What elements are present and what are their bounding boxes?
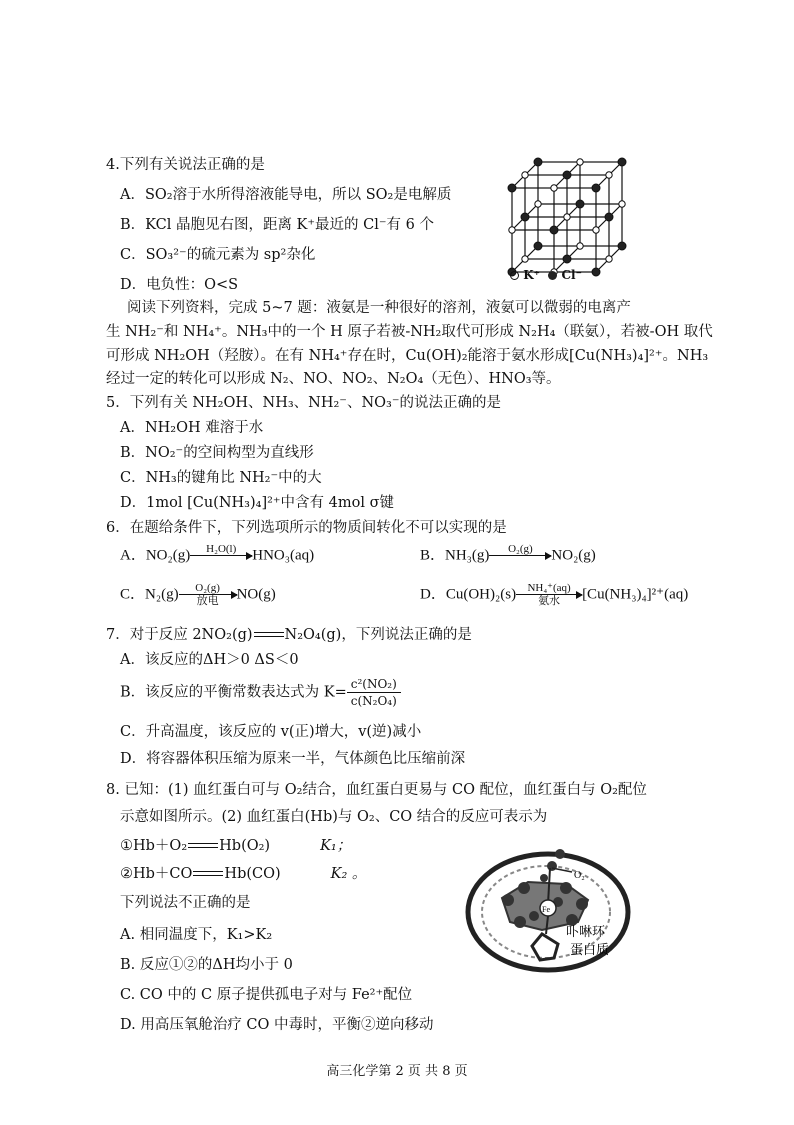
q8-stem: 下列说法不正确的是 xyxy=(120,895,251,911)
q7-option-d: D．将容器体积压缩为原来一半，气体颜色比压缩前深 xyxy=(120,751,466,767)
q6-option-a: A．NO₂(g) H₂O(l) HNO₃(aq) xyxy=(120,543,315,564)
q7-option-b: B．该反应的平衡常数表达式为 K= $\frac{\text{c²(NO₂)}}{\text{c(N₂O₄)}}$ xyxy=(120,676,401,709)
q8-option-a: A. 相同温度下，K₁>K₂ xyxy=(120,927,273,943)
q7-option-c: C．升高温度，该反应的 v(正)增大，v(逆)减小 xyxy=(120,724,422,740)
q7-stem: 7．对于反应 2NO₂(g) N₂O₄(g)，下列说法正确的是 xyxy=(106,627,472,643)
q4-option-c: C．SO₃²⁻的硫元素为 sp²杂化 xyxy=(120,247,316,263)
page-footer: 高三化学第 2 页 共 8 页 xyxy=(326,1064,468,1079)
q8-option-b: B. 反应①②的ΔH均小于 0 xyxy=(120,957,293,973)
legend-cl: Cl⁻ xyxy=(561,268,582,282)
q5-option-a: A．NH₂OH 难溶于水 xyxy=(120,420,264,436)
q5-option-c: C．NH₃的键角比 NH₂⁻中的大 xyxy=(120,470,322,486)
figure-o2-label: O₂ xyxy=(574,870,585,881)
q5-stem: 5．下列有关 NH₂OH、NH₃、NH₂⁻、NO₃⁻的说法正确的是 xyxy=(106,395,501,411)
q6-option-d: D．Cu(OH)₂(s) NH₄⁺(aq) 氨水 [Cu(NH₃)₄]²⁺(aq) xyxy=(420,582,689,607)
filled-circle-icon xyxy=(548,271,557,280)
q8-option-c: C. CO 中的 C 原子提供孤电子对与 Fe²⁺配位 xyxy=(120,987,413,1003)
q8-option-d: D. 用高压氧舱治疗 CO 中毒时，平衡②逆向移动 xyxy=(120,1017,434,1033)
q5-option-d: D．1mol [Cu(NH₃)₄]²⁺中含有 4mol σ键 xyxy=(120,495,395,511)
lattice-legend xyxy=(510,265,582,285)
passage-line-3: 可形成 NH₂OH（羟胺）。在有 NH₄⁺存在时，Cu(OH)₂能溶于氨水形成[Cu(NH₃)₄]²⁺。NH₃ xyxy=(106,348,709,364)
equilibrium-arrow-icon xyxy=(188,842,218,850)
passage-line-1: 阅读下列资料，完成 5~7 题：液氨是一种很好的溶剂，液氨可以微弱的电离产 xyxy=(127,300,631,316)
q4-stem: 4.下列有关说法正确的是 xyxy=(106,157,265,173)
q8-reaction-1: ①Hb＋O₂ Hb(O₂) K₁； xyxy=(120,838,352,854)
q6-stem: 6．在题给条件下，下列选项所示的物质间转化不可以实现的是 xyxy=(106,520,507,536)
equilibrium-arrow-icon xyxy=(193,870,223,878)
equilibrium-arrow-icon xyxy=(254,631,284,639)
passage-line-4: 经过一定的转化可以形成 N₂、NO、NO₂、N₂O₄（无色）、HNO₃等。 xyxy=(106,371,561,387)
q6-option-b: B．NH₃(g) O₂(g) NO₂(g) xyxy=(420,543,596,564)
q8-reaction-2: ②Hb＋CO Hb(CO) K₂ 。 xyxy=(120,866,367,882)
figure-fe-label: Fe xyxy=(542,905,550,914)
q6-option-c: C．N₂(g) O₂(g) 放电 NO(g) xyxy=(120,582,276,607)
q4-option-b: B．KCl 晶胞见右图，距离 K⁺最近的 Cl⁻有 6 个 xyxy=(120,217,434,233)
figure-label-protein: 蛋白质 xyxy=(570,943,610,958)
q7-option-a: A．该反应的ΔH＞0 ΔS＜0 xyxy=(120,652,299,668)
q4-option-a: A．SO₂溶于水所得溶液能导电，所以 SO₂是电解质 xyxy=(120,187,452,203)
hemoglobin-figure xyxy=(462,838,642,978)
open-circle-icon xyxy=(510,271,519,280)
q4-option-d: D．电负性：O<S xyxy=(120,277,239,293)
q8-line-2: 示意如图所示。(2) 血红蛋白(Hb)与 O₂、CO 结合的反应可表示为 xyxy=(120,809,548,825)
q8-line-1: 8. 已知：(1) 血红蛋白可与 O₂结合，血红蛋白更易与 CO 配位，血红蛋白与 O₂配位 xyxy=(106,782,647,798)
passage-line-2: 生 NH₂⁻和 NH₄⁺。NH₃中的一个 H 原子若被-NH₂取代可形成 N₂H₄（联氨），若被-OH 取代 xyxy=(106,324,713,340)
q5-option-b: B．NO₂⁻的空间构型为直线形 xyxy=(120,445,314,461)
legend-k: K⁺ xyxy=(523,268,540,282)
figure-label-porphyrin: 卟啉环 xyxy=(566,925,606,940)
